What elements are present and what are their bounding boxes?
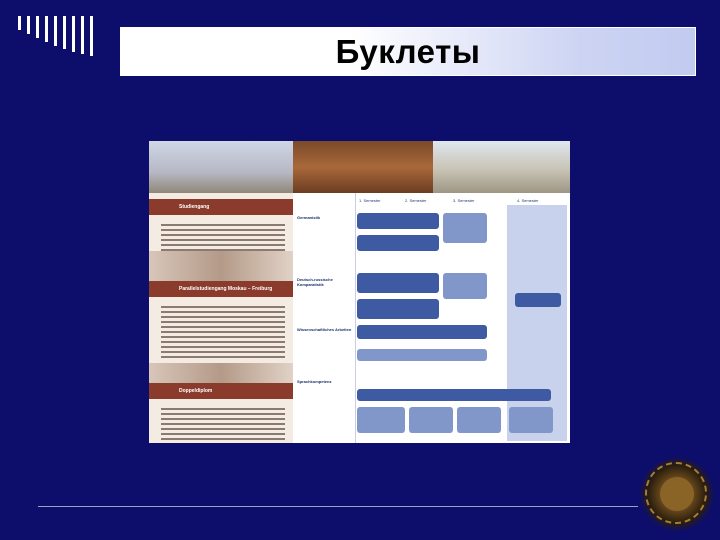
schedule-block <box>357 273 439 293</box>
schedule-block <box>357 389 551 401</box>
slide-title-box <box>120 27 696 76</box>
university-photo <box>433 141 570 193</box>
master-pill <box>515 293 561 307</box>
footer-rule <box>38 506 638 507</box>
semester-label: 4. Semester <box>517 198 539 203</box>
seal-emblem <box>660 477 694 511</box>
students-photo <box>149 251 293 281</box>
slide-title: Буклеты <box>335 32 481 70</box>
booklet-text-block <box>161 303 285 361</box>
schedule-block <box>409 407 453 433</box>
side-label: Deutsch-russische Komparatistik <box>297 277 333 287</box>
schedule-block <box>357 325 487 339</box>
booklet-text-block <box>161 405 285 443</box>
side-label: Sprachkompetenz <box>297 379 332 384</box>
schedule-block <box>457 407 501 433</box>
building-photo <box>149 141 293 193</box>
decorative-bars <box>18 16 128 56</box>
master-column <box>507 205 567 441</box>
booklet-left-column <box>149 193 293 443</box>
schedule-block <box>509 407 553 433</box>
side-label: Wissenschaftliches Arbeiten <box>297 327 352 332</box>
schedule-block <box>357 213 439 229</box>
booklet-section-heading: Parallelstudiengang Moskau – Freiburg <box>149 281 293 297</box>
library-photo <box>293 141 433 193</box>
schedule-block <box>357 407 405 433</box>
side-label: Germanistik <box>297 215 321 220</box>
schedule-block <box>357 349 487 361</box>
semester-label: 3. Semester <box>453 198 475 203</box>
semester-label: 1. Semester <box>359 198 381 203</box>
booklet-side-labels <box>293 193 356 443</box>
semester-label: 2. Semester <box>405 198 427 203</box>
booklet-section-heading: Doppeldiplom <box>149 383 293 399</box>
schedule-block <box>357 235 439 251</box>
booklet-section-heading: Studiengang <box>149 199 293 215</box>
schedule-block <box>443 213 487 243</box>
booklet-image <box>149 141 570 443</box>
schedule-block <box>443 273 487 299</box>
booklet-schedule <box>293 193 570 443</box>
schedule-block <box>357 299 439 319</box>
